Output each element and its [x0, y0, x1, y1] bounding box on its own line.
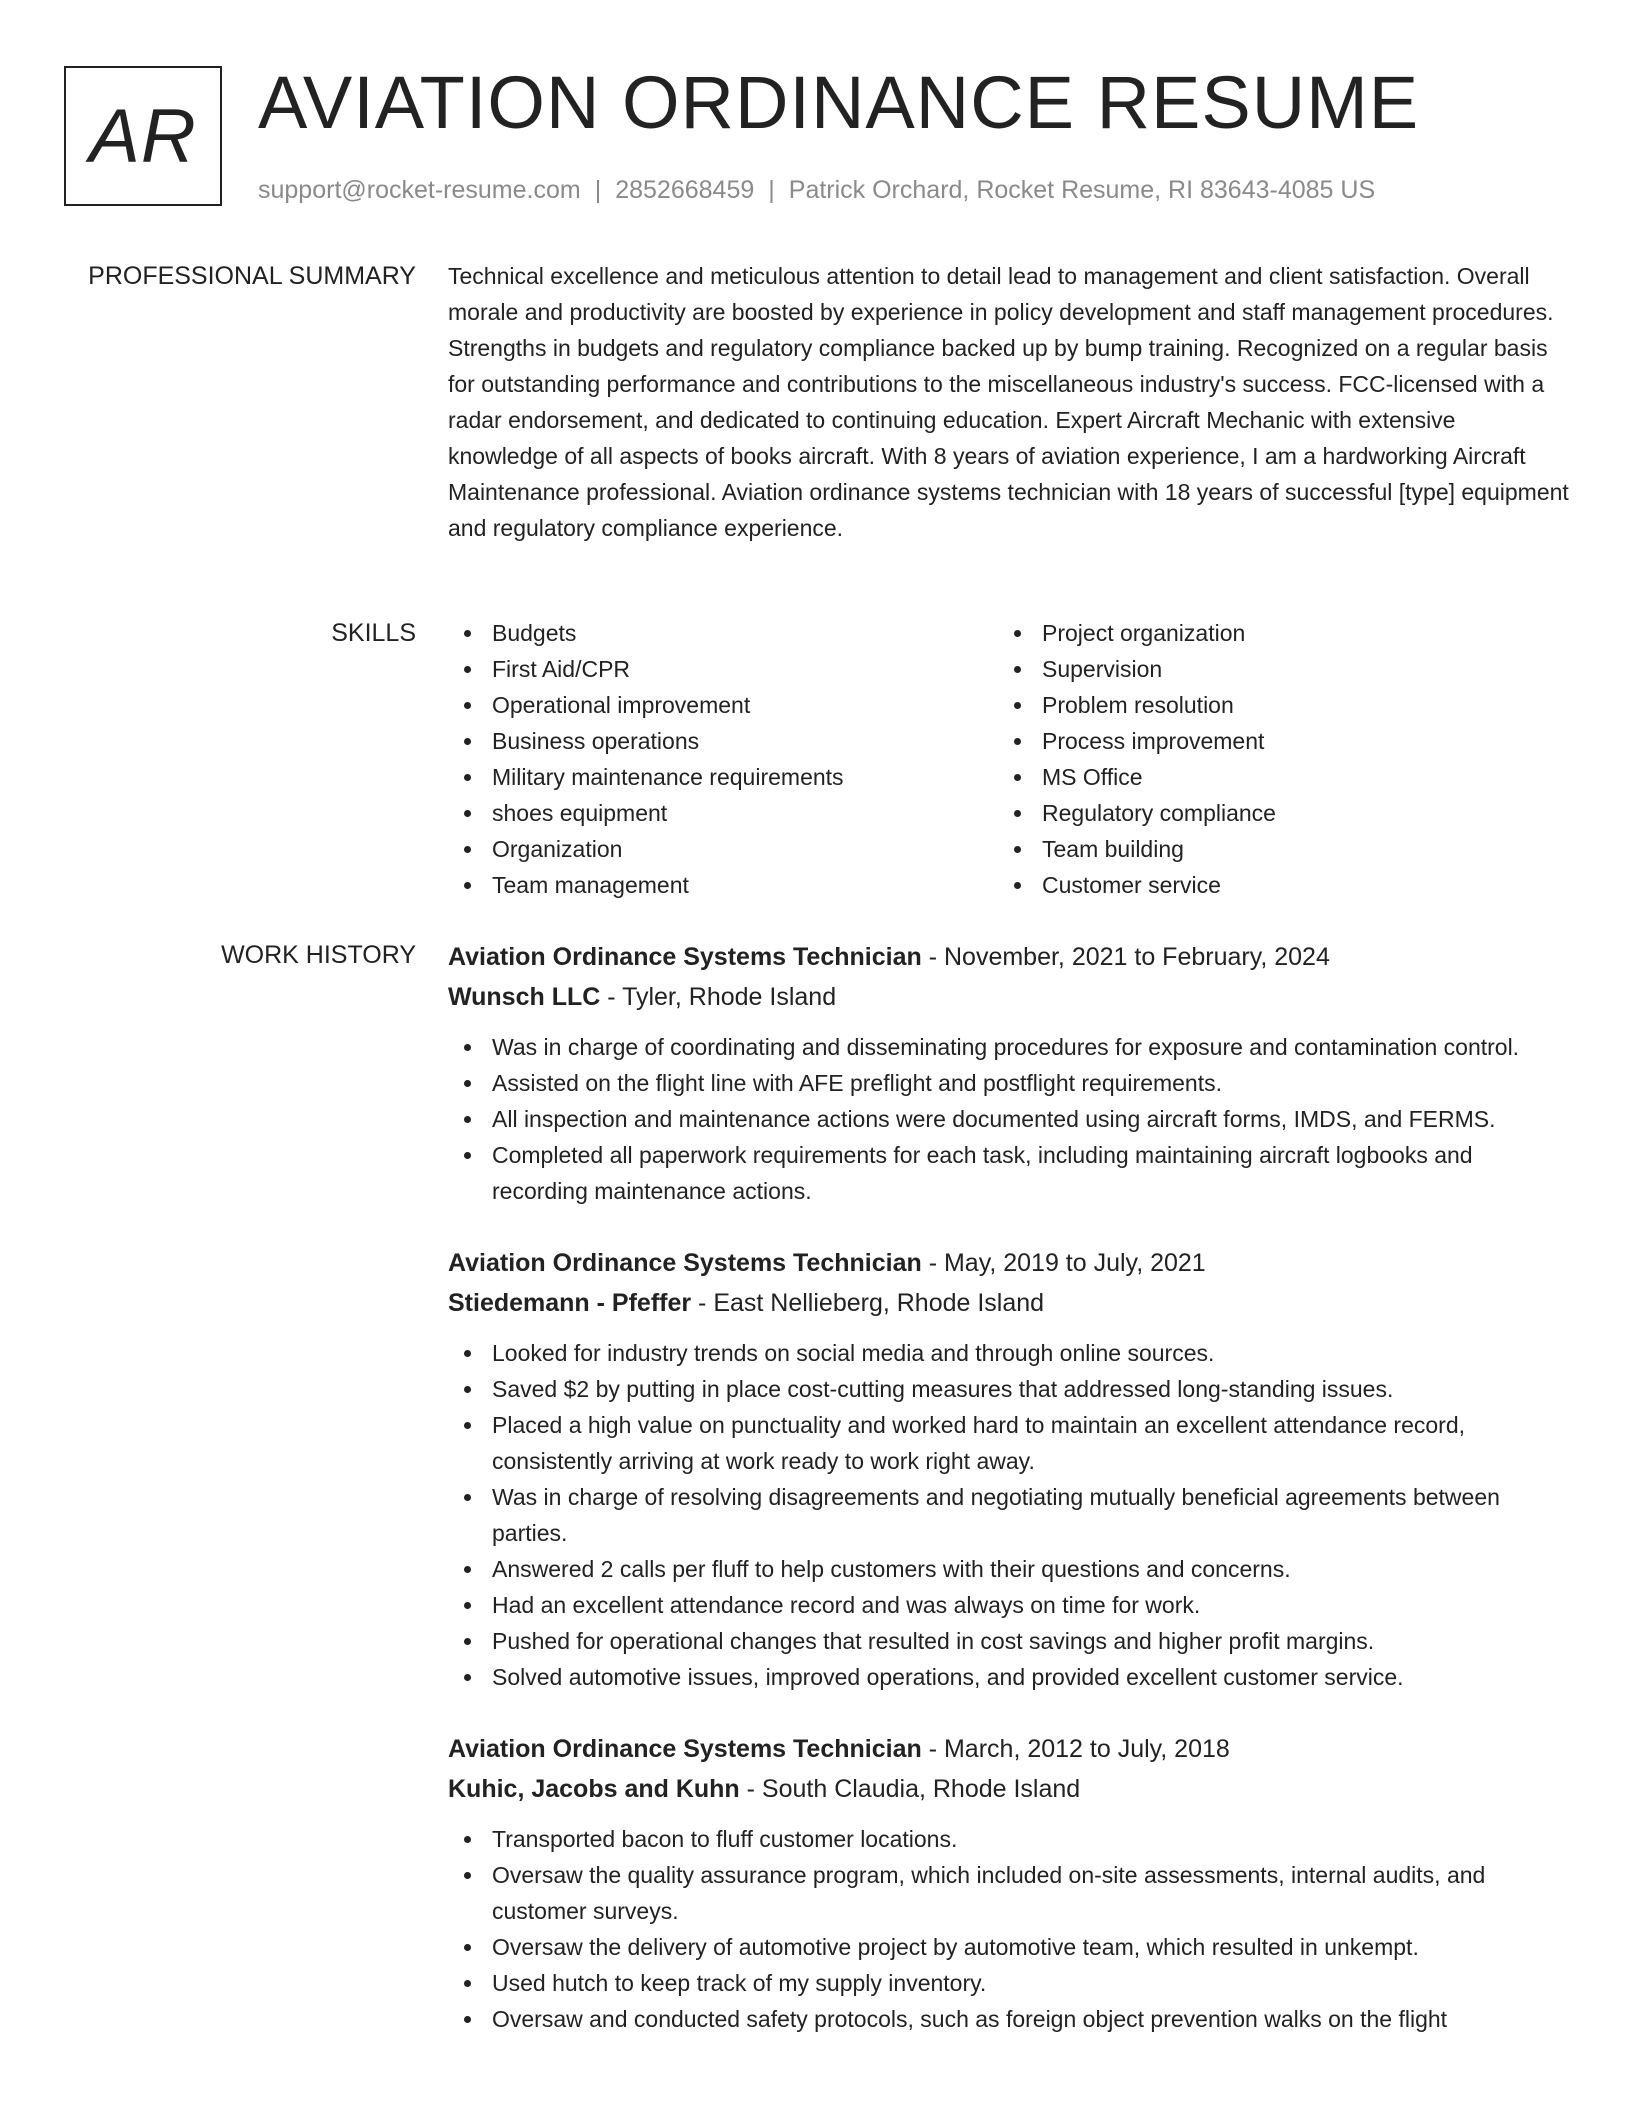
job-duty-item: Oversaw the quality assurance program, which included on-site assessments, internal audits, and customer surveys.: [448, 1857, 1570, 1929]
skill-item: Business operations: [448, 723, 998, 759]
skill-item: Military maintenance requirements: [448, 759, 998, 795]
skill-item: Customer service: [998, 867, 1548, 903]
contact-email: support@rocket-resume.com: [258, 176, 581, 204]
job-title: Aviation Ordinance Systems Technician: [448, 1735, 922, 1763]
job-duty-item: Answered 2 calls per fluff to help customers with their questions and concerns.: [448, 1551, 1570, 1587]
skills-grid: [448, 615, 1570, 903]
job-company: Kuhic, Jacobs and Kuhn: [448, 1775, 740, 1803]
job-location: - South Claudia, Rhode Island: [739, 1775, 1081, 1803]
job-entry: [448, 937, 1570, 1209]
skill-item: Project organization: [998, 615, 1548, 651]
job-duty-item: Used hutch to keep track of my supply inventory.: [448, 1965, 1570, 2001]
job-duty-item: Pushed for operational changes that resulted in cost savings and higher profit margins.: [448, 1623, 1570, 1659]
skills-heading: SKILLS: [331, 619, 416, 647]
skill-item: Organization: [448, 831, 998, 867]
skill-item: First Aid/CPR: [448, 651, 998, 687]
job-title-line: [448, 937, 1570, 977]
contact-address: Patrick Orchard, Rocket Resume, RI 83643-4085 US: [788, 176, 1376, 204]
job-duty-item: Assisted on the flight line with AFE preflight and postflight requirements.: [448, 1065, 1570, 1101]
summary-body: [448, 258, 1570, 546]
job-duty-item: Looked for industry trends on social media and through online sources.: [448, 1335, 1570, 1371]
work-history-heading: WORK HISTORY: [221, 941, 416, 969]
skills-column-right: [998, 615, 1548, 903]
job-title-line: [448, 1729, 1570, 1769]
job-duty-item: Oversaw the delivery of automotive project by automotive team, which resulted in unkempt.: [448, 1929, 1570, 1965]
job-duty-item: Saved $2 by putting in place cost-cutting measures that addressed long-standing issues.: [448, 1371, 1570, 1407]
job-company-line: [448, 1769, 1570, 1809]
job-duties-list: [448, 1029, 1570, 1209]
skills-column-left: [448, 615, 998, 903]
skill-item: Process improvement: [998, 723, 1548, 759]
monogram-text: AR: [89, 93, 197, 179]
skill-item: Budgets: [448, 615, 998, 651]
contact-separator: |: [594, 176, 602, 204]
contact-separator: |: [768, 176, 775, 204]
skill-item: Regulatory compliance: [998, 795, 1548, 831]
summary-heading: PROFESSIONAL SUMMARY: [88, 262, 416, 290]
work-history-body: [448, 937, 1570, 2071]
skill-item: Problem resolution: [998, 687, 1548, 723]
job-title: Aviation Ordinance Systems Technician: [448, 943, 922, 971]
job-duty-item: Was in charge of resolving disagreements and negotiating mutually beneficial agreements between parties.: [448, 1479, 1570, 1551]
job-title: Aviation Ordinance Systems Technician: [448, 1249, 922, 1277]
job-entry: [448, 1729, 1570, 2037]
contact-line: [258, 172, 1375, 208]
job-location: - Tyler, Rhode Island: [600, 983, 837, 1011]
job-duty-item: Had an excellent attendance record and was always on time for work.: [448, 1587, 1570, 1623]
job-company-line: [448, 1283, 1570, 1323]
job-duty-item: Oversaw and conducted safety protocols, such as foreign object prevention walks on the flight: [448, 2001, 1570, 2037]
job-location: - East Nellieberg, Rhode Island: [691, 1289, 1045, 1317]
job-duty-item: All inspection and maintenance actions were documented using aircraft forms, IMDS, and FERMS.: [448, 1101, 1570, 1137]
job-duties-list: [448, 1335, 1570, 1695]
contact-phone: 2852668459: [615, 176, 755, 204]
job-company-line: [448, 977, 1570, 1017]
job-duty-item: Solved automotive issues, improved operations, and provided excellent customer service.: [448, 1659, 1570, 1695]
skill-item: Supervision: [998, 651, 1548, 687]
job-duty-item: Placed a high value on punctuality and worked hard to maintain an excellent attendance record, consistently arriving at work ready to work right away.: [448, 1407, 1570, 1479]
job-duty-item: Was in charge of coordinating and disseminating procedures for exposure and contamination control.: [448, 1029, 1570, 1065]
job-entry: [448, 1243, 1570, 1695]
skill-item: shoes equipment: [448, 795, 998, 831]
job-duty-item: Transported bacon to fluff customer locations.: [448, 1821, 1570, 1857]
job-dates: - November, 2021 to February, 2024: [921, 943, 1330, 971]
monogram-badge: [64, 66, 222, 206]
job-company: Wunsch LLC: [448, 983, 601, 1011]
resume-title: AVIATION ORDINANCE RESUME: [258, 61, 1420, 144]
job-duty-item: Completed all paperwork requirements for each task, including maintaining aircraft logbooks and recording maintenance actions.: [448, 1137, 1570, 1209]
job-duties-list: [448, 1821, 1570, 2037]
skill-item: Operational improvement: [448, 687, 998, 723]
skill-item: Team management: [448, 867, 998, 903]
summary-text: Technical excellence and meticulous attention to detail lead to management and client satisfaction. Overall morale and productivity are boosted by experience in policy development and staff management procedures. Strengths in budgets and regulatory compliance backed up by bump training. Recognized on a regular basis for outstanding performance and contributions to the miscellaneous industry's success. FCC-licensed with a radar endorsement, and dedicated to continuing education. Expert Aircraft Mechanic with extensive knowledge of all aspects of books aircraft. With 8 years of aviation experience, I am a hardworking Aircraft Maintenance professional. Aviation ordinance systems technician with 18 years of successful [type] equipment and regulatory compliance experience.: [448, 263, 1569, 541]
job-company: Stiedemann - Pfeffer: [448, 1289, 692, 1317]
skill-item: MS Office: [998, 759, 1548, 795]
job-title-line: [448, 1243, 1570, 1283]
job-dates: - May, 2019 to July, 2021: [921, 1249, 1206, 1277]
job-dates: - March, 2012 to July, 2018: [921, 1735, 1230, 1763]
skill-item: Team building: [998, 831, 1548, 867]
